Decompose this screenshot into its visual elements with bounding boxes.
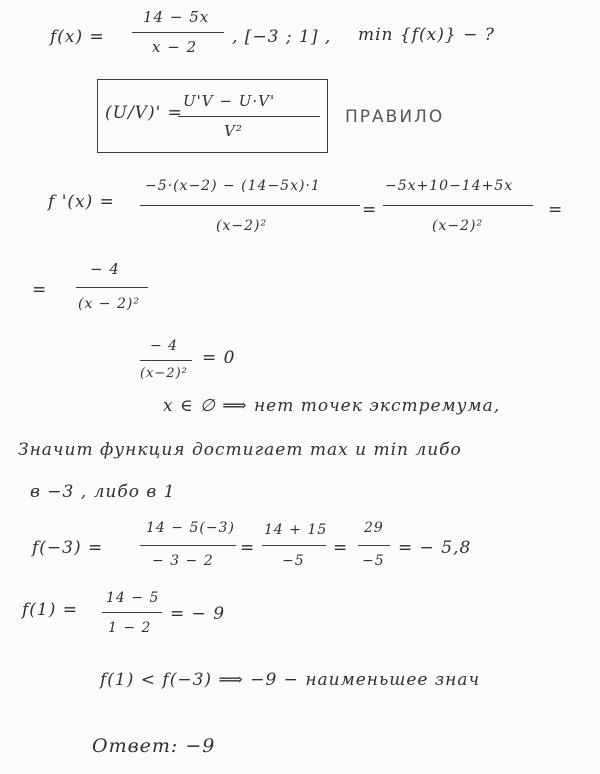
comparison-text: f(1) < f(−3) ⟹ −9 − наименьшее знач <box>100 670 481 690</box>
fraction-numerator: 29 <box>364 520 384 536</box>
rule-label: ПРАВИЛО <box>345 107 445 127</box>
fraction-bar <box>132 32 224 33</box>
derivative-denominator: (x−2)² <box>216 218 268 234</box>
fraction-bar <box>76 287 148 288</box>
conclusion-text-2: в −3 , либо в 1 <box>30 482 176 502</box>
calc-f-minus3-result: = − 5,8 <box>398 538 472 558</box>
calc-f-minus3-label: f(−3) = <box>32 538 104 558</box>
fraction-bar <box>262 545 326 546</box>
derivative-numerator: −5·(x−2) − (14−5x)·1 <box>145 178 321 194</box>
fraction-denominator: −5 <box>362 553 385 569</box>
derivative-label: f '(x) = <box>48 192 115 212</box>
no-extremum-text: x ∈ ∅ ⟹ нет точек экстремума, <box>163 396 501 416</box>
calc-f1-label: f(1) = <box>22 600 79 620</box>
equation-numerator: − 4 <box>150 338 179 354</box>
calc-f1-numerator: 14 − 5 <box>106 590 160 606</box>
calc-f1-denominator: 1 − 2 <box>108 620 152 636</box>
fraction-bar <box>140 205 360 206</box>
equals-sign: = <box>333 538 349 558</box>
equals-sign: = <box>548 200 564 220</box>
calc-f1-result: = − 9 <box>170 604 226 624</box>
fraction-bar <box>358 545 390 546</box>
calc-f-minus3-denominator: − 3 − 2 <box>152 553 214 569</box>
equals-sign: = <box>32 280 48 300</box>
function-label: f(x) = <box>50 27 105 47</box>
fraction-bar <box>140 360 192 361</box>
fraction-bar <box>140 545 236 546</box>
fraction-bar <box>178 116 320 117</box>
simplified-numerator: −5x+10−14+5x <box>385 178 514 194</box>
function-denominator: x − 2 <box>152 38 198 56</box>
sum-numerator: 14 + 15 <box>264 522 328 538</box>
fraction-bar <box>383 205 533 206</box>
answer-text: Ответ: −9 <box>92 735 216 757</box>
conclusion-text: Значит функция достигает max и min либо <box>18 440 462 460</box>
equals-sign: = <box>362 200 378 220</box>
result-denominator: (x − 2)² <box>78 296 140 312</box>
simplified-denominator: (x−2)² <box>432 218 484 234</box>
function-numerator: 14 − 5x <box>143 8 210 26</box>
rule-numerator: U'V − U·V' <box>183 92 276 110</box>
fraction-bar <box>102 612 162 613</box>
rule-denominator: V² <box>224 122 243 140</box>
goal-text: min {f(x)} − ? <box>358 25 495 45</box>
interval: , [−3 ; 1] , <box>232 27 332 47</box>
calc-f-minus3-numerator: 14 − 5(−3) <box>146 520 235 536</box>
sum-denominator: −5 <box>282 553 305 569</box>
rule-lhs: (U/V)' = <box>105 103 183 123</box>
result-numerator: − 4 <box>90 260 120 278</box>
equals-sign: = <box>240 538 256 558</box>
equation-rhs: = 0 <box>202 348 236 368</box>
equation-denominator: (x−2)² <box>140 366 188 381</box>
